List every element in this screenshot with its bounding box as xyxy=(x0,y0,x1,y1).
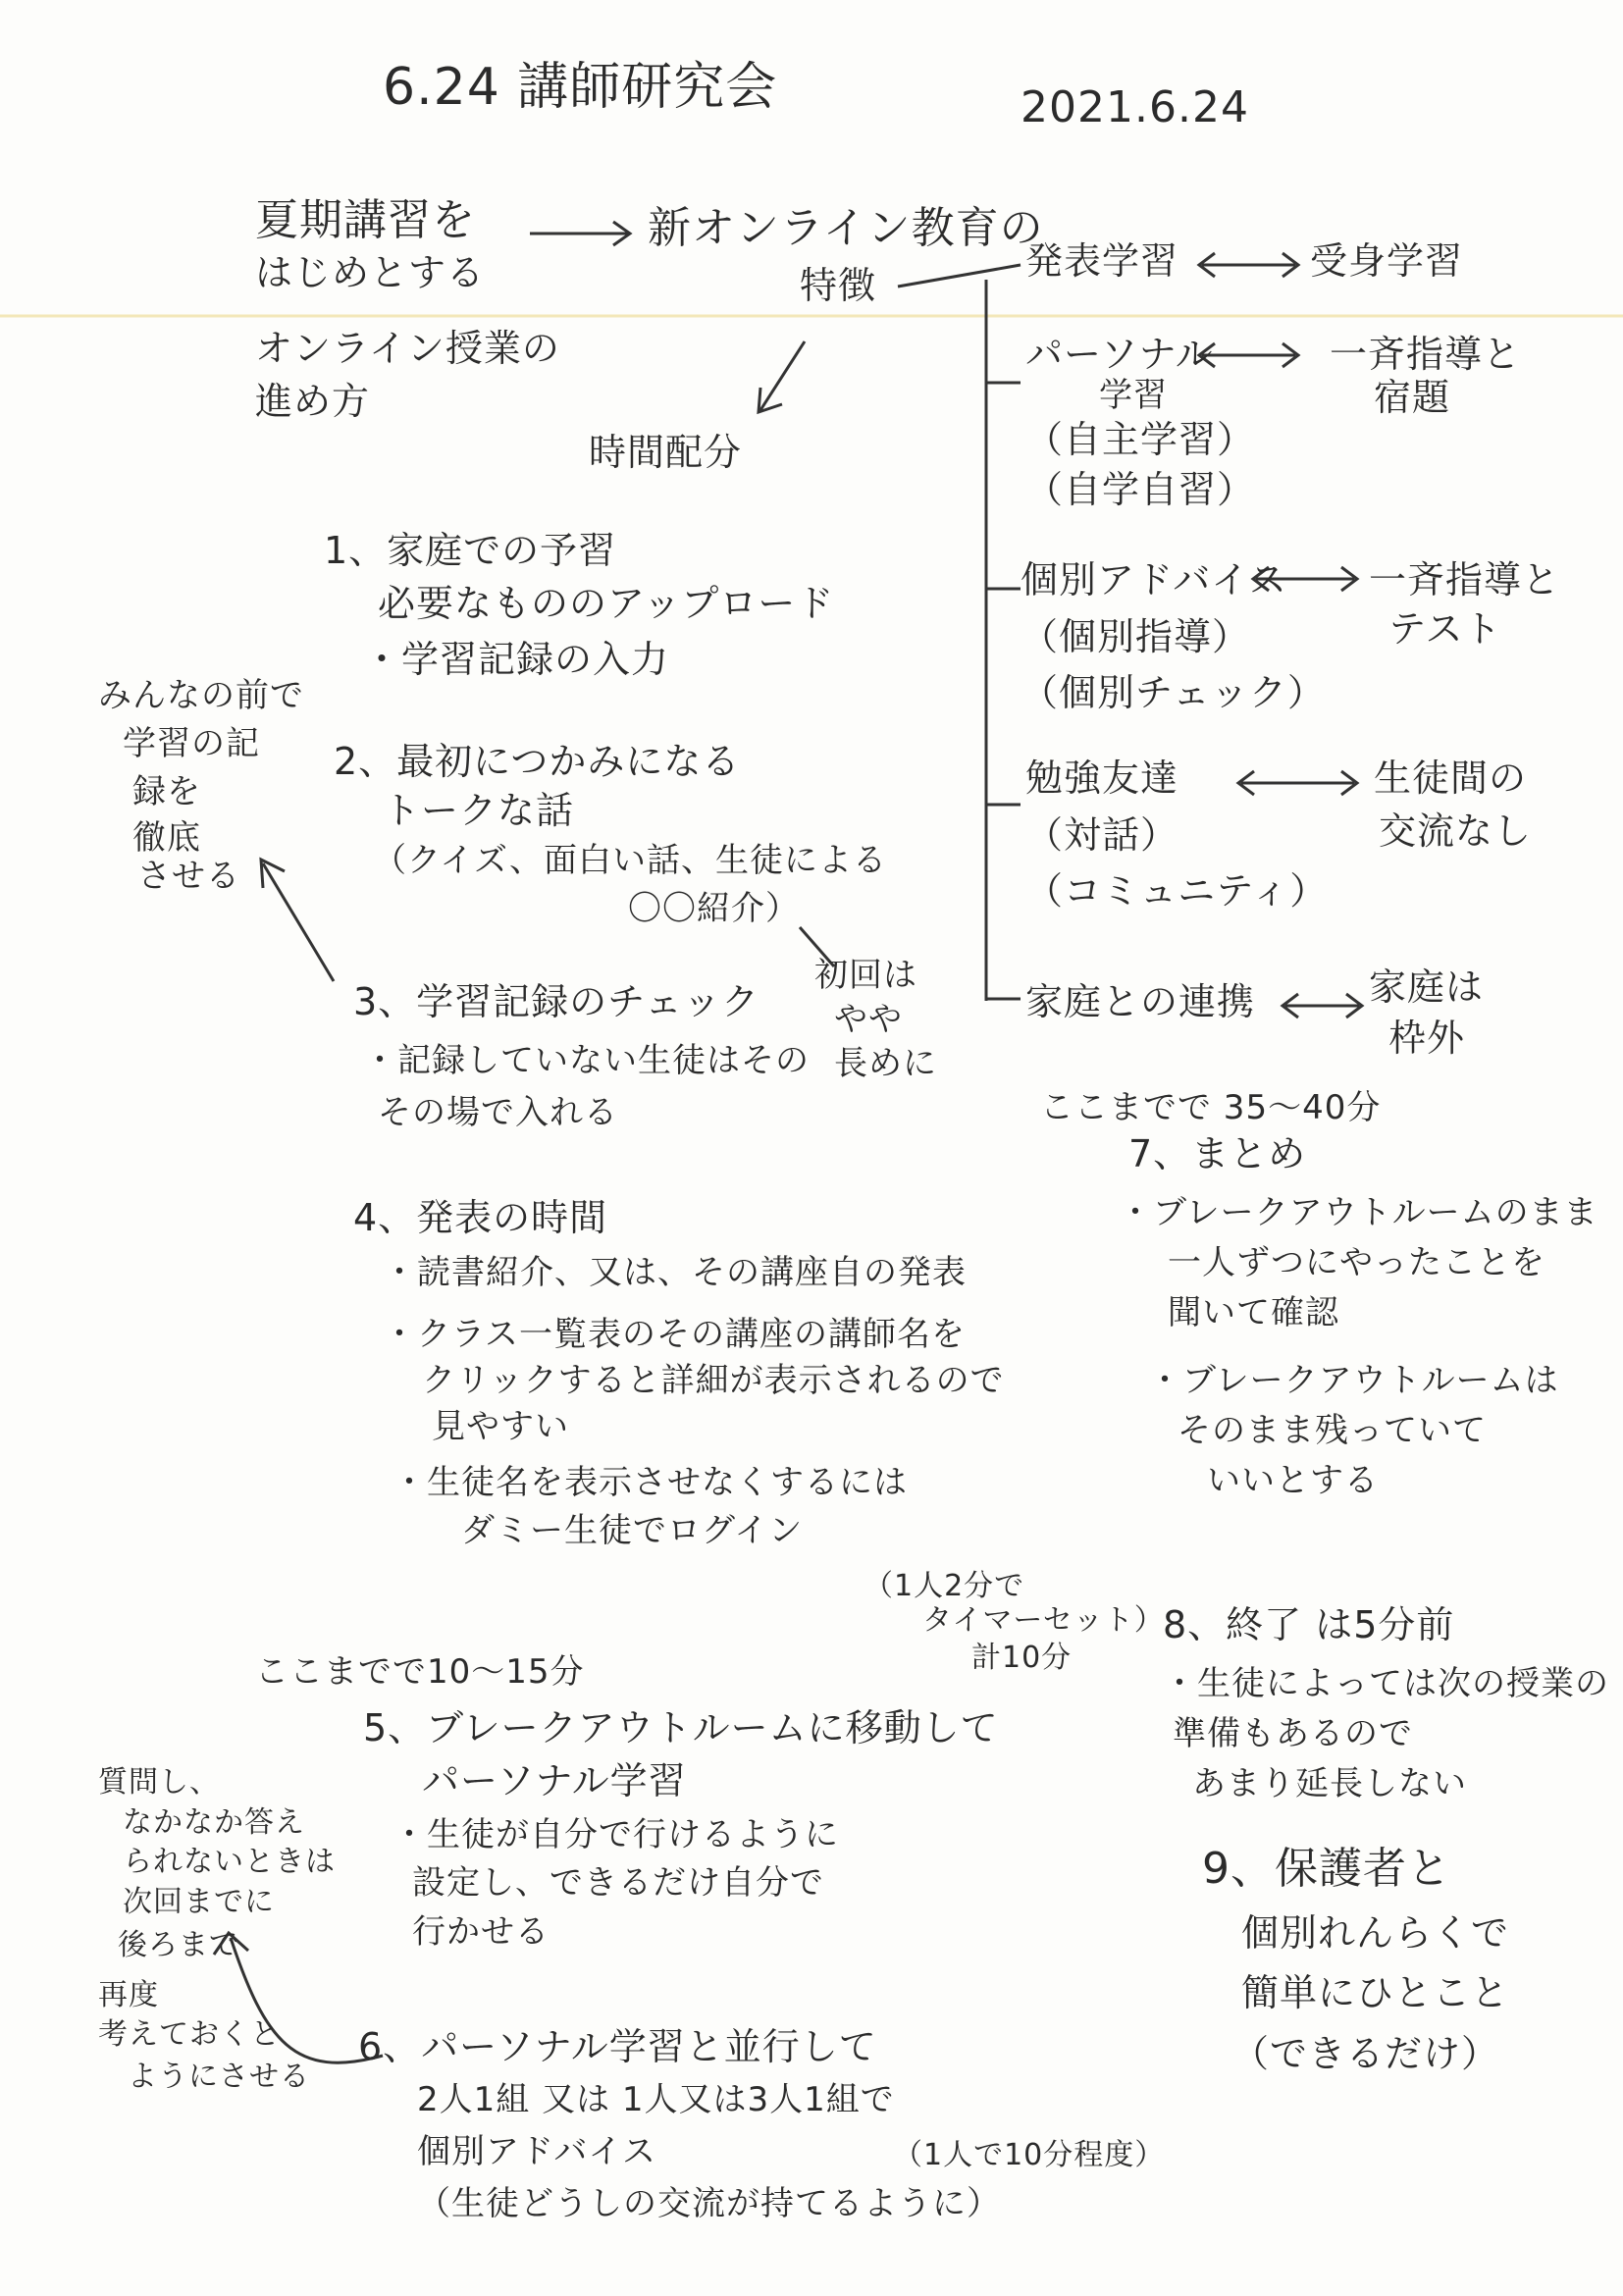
feature-right: 一斉指導と 宿題 xyxy=(1330,333,1522,419)
step-6: 6、パーソナル学習と並行して 2人1組 又は 1人又は3人1組で 個別アドバイス （生徒どうしの交流が持てるように） xyxy=(358,2025,1001,2223)
date: 2021.6.24 xyxy=(1021,82,1249,132)
new-edu-label: 新オンライン教育の xyxy=(648,203,1044,253)
step-1: 1、家庭での予習 必要なもののアップロード ・学習記録の入力 xyxy=(324,529,835,682)
feature-right: 受身学習 xyxy=(1310,239,1464,283)
bottom-left-note: 質問し、 なかなか答え られないときは 次回までに 後ろまで 再度 考えておくと ようにさせる xyxy=(98,1765,336,2094)
time-alloc-label: 時間配分 xyxy=(589,431,743,474)
feature-item xyxy=(1025,240,1178,284)
topic-block xyxy=(255,196,560,424)
step-4: 4、発表の時間 ・読書紹介、又は、その講座自の発表 ・クラス一覧表のその講座の講師名を クリックすると詳細が表示されるので 見やすい ・生徒名を表示させなくするには ダミー生徒でログイン xyxy=(353,1196,1005,1551)
topic-line: 夏期講習を xyxy=(255,195,476,245)
feature-right: 一斉指導と テスト xyxy=(1369,558,1561,651)
step-8: 8、終了 は5分前 ・生徒によっては次の授業の 準備もあるので あまり延長しない xyxy=(1163,1603,1609,1803)
time-summary: ここまでで10～15分 xyxy=(255,1652,585,1692)
feature-right: 生徒間の 交流なし xyxy=(1374,757,1533,853)
step-4-note: （1人2分で タイマーセット） 計10分 xyxy=(864,1569,1165,1675)
time-summary: ここまでで 35～40分 xyxy=(1040,1088,1382,1127)
feature-right: 家庭は 枠外 xyxy=(1369,965,1485,1060)
feature-item: 個別アドバイス （個別指導） （個別チェック） xyxy=(1021,558,1326,715)
arrow-to-time-alloc xyxy=(760,341,805,410)
features-label: 特徴 xyxy=(800,264,877,307)
feature-item: 家庭との連携 xyxy=(1025,980,1256,1023)
step-2: 2、最初につかみになる トークな話 （クイズ、面白い話、生徒による 〇〇紹介） xyxy=(334,740,887,929)
topic-line: オンライン授業の xyxy=(255,327,560,371)
step-2-note: 初回は やや 長めに xyxy=(814,956,937,1084)
features-branch-line xyxy=(898,265,1021,287)
step-3: 3、学習記録のチェック ・記録していない生徒はその その場で入れる xyxy=(353,980,810,1132)
feature-item: パーソナル 学習 （自主学習） （自学自習） xyxy=(1025,333,1256,512)
step-5: 5、ブレークアウトルームに移動して パーソナル学習 ・生徒が自分で行けるように 設定し、できるだけ自分で 行かせる xyxy=(363,1706,999,1952)
topic-line: はじめとする xyxy=(255,250,486,294)
page-title: 6.24 講師研究会 xyxy=(383,58,778,117)
left-margin-note: みんなの前で 学習の記 録を 徹底 させる xyxy=(98,676,304,897)
feature-item: 勉強友達 （対話） （コミュニティ） xyxy=(1025,757,1329,913)
topic-line: 進め方 xyxy=(255,379,371,423)
step-7: 7、まとめ ・ブレークアウトルームのまま 一人ずつにやったことを 聞いて確認 ・ブレークアウトルームは そのまま残っていて いいとする xyxy=(1119,1132,1598,1501)
feature-left: 発表学習 xyxy=(1025,239,1179,283)
step-6-note: （1人で10分程度） xyxy=(893,2138,1166,2172)
step-9: 9、保護者と 個別れんらくで 簡単にひとこと （できるだけ） xyxy=(1202,1844,1510,2075)
